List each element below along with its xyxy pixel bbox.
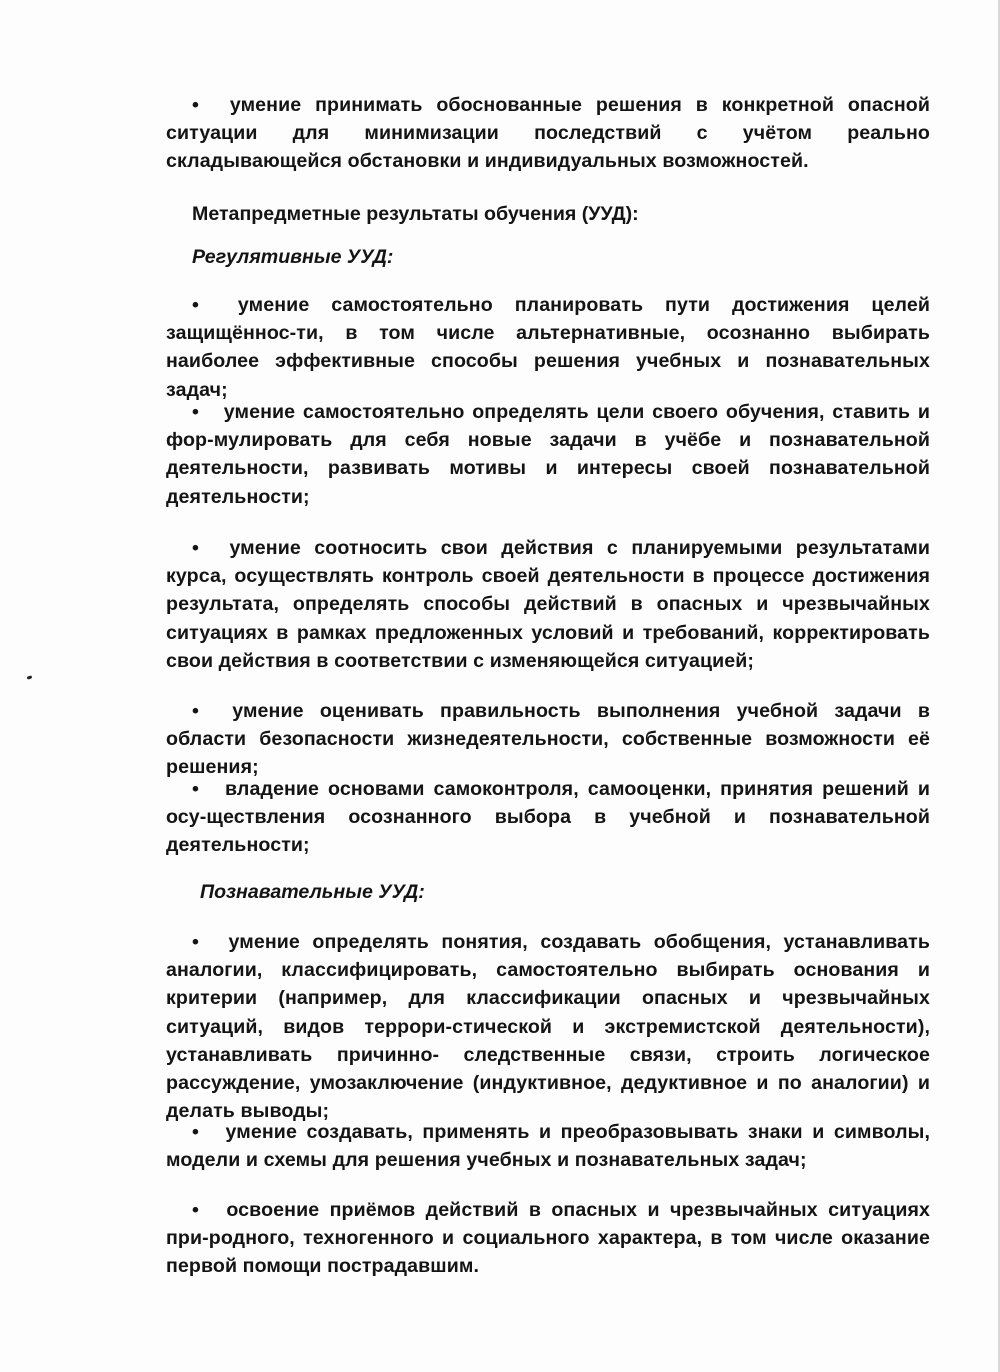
paragraph-text: освоение приёмов действий в опасных и чрезвычайных ситуациях при-родного, техногенного и социального характера, в том числе оказание первой помощи пострадавшим.	[166, 1199, 930, 1278]
heading-cognitive-uud: Познавательные УУД:	[200, 881, 425, 903]
paragraph-text: умение соотносить свои действия с планируемыми результатами курса, осуществлять контроль своей деятельности в процессе достижения результата, определять способы действий в опасных и чрезвычайных ситуациях в рамках предложенных условий и требований, корректировать свои действия в соответствии с изменяющейся ситуацией;	[166, 537, 931, 672]
bullet-icon: •	[192, 94, 199, 116]
paragraph-text: владение основами самоконтроля, самооценки, принятия решений и осу-ществления осознанного выбора в учебной и познавательной деятельности;	[166, 778, 931, 857]
paragraph-goal-setting	[166, 398, 930, 511]
heading-regulative-uud: Регулятивные УУД:	[192, 246, 394, 268]
bullet-icon: •	[192, 778, 199, 800]
scan-speck	[27, 675, 33, 680]
paragraph-planning	[166, 291, 930, 404]
bullet-icon: •	[192, 537, 199, 559]
paragraph-text: умение оценивать правильность выполнения учебной задачи в области безопасности жизнедеятельности, собственные возможности её решения;	[166, 700, 930, 779]
heading-metasubject-results: Метапредметные результаты обучения (УУД):	[192, 203, 639, 225]
paragraph-text: умение самостоятельно планировать пути достижения целей защищённос-ти, в том числе альтернативные, осознанно выбирать наиболее эффективные способы решения учебных и познавательных задач;	[166, 294, 930, 401]
bullet-icon: •	[192, 931, 199, 953]
paragraph-text: умение создавать, применять и преобразовывать знаки и символы, модели и схемы для решения учебных и познавательных задач;	[166, 1121, 931, 1172]
paragraph-self-assessment	[166, 775, 930, 860]
paragraph-text: умение самостоятельно определять цели своего обучения, ставить и фор-мулировать для себя новые задачи в учёбе и познавательной деятельности, развивать мотивы и интересы своей познавательной деятельности;	[166, 401, 931, 508]
paragraph-decision-making	[166, 91, 930, 176]
paragraph-signs-symbols	[166, 1118, 930, 1174]
paragraph-emergency-actions	[166, 1196, 930, 1281]
bullet-icon: •	[192, 401, 199, 423]
paragraph-self-control	[166, 534, 930, 675]
paragraph-concepts	[166, 928, 930, 1125]
bullet-icon: •	[192, 294, 199, 316]
bullet-icon: •	[192, 1199, 199, 1221]
paragraph-evaluation	[166, 697, 930, 782]
bullet-icon: •	[192, 700, 199, 722]
bullet-icon: •	[192, 1121, 199, 1143]
paragraph-text: умение принимать обоснованные решения в конкретной опасной ситуации для минимизации последствий с учётом реально складывающейся обстановки и индивидуальных возможностей.	[166, 94, 930, 173]
paragraph-text: умение определять понятия, создавать обобщения, устанавливать аналогии, классифицировать, самостоятельно выбирать основания и критерии (например, для классификации опасных и чрезвычайных ситуаций, видов террори-стической и экстремистской деятельности), устанавливать причинно- следственные связи, строить логическое рассуждение, умозаключение (индуктивное, дедуктивное и по аналогии) и делать выводы;	[166, 931, 930, 1123]
